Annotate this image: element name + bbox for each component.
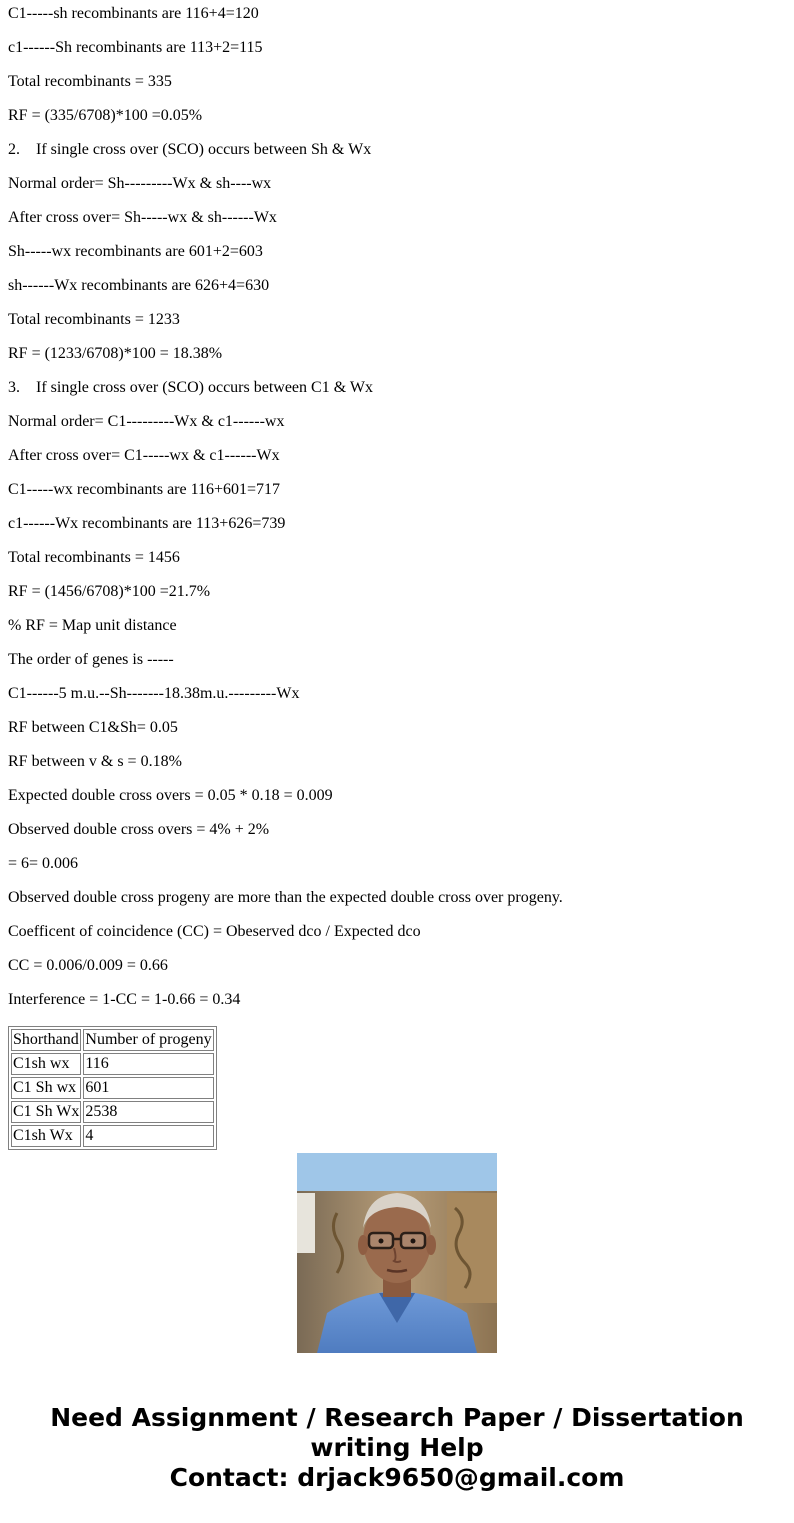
table-header-cell: Number of progeny	[83, 1029, 213, 1051]
text-line: Observed double cross overs = 4% + 2%	[8, 821, 270, 838]
text-line: CC = 0.006/0.009 = 0.66	[8, 957, 168, 974]
document-body	[8, 5, 788, 1025]
text-line: Normal order= Sh---------Wx & sh----wx	[8, 175, 272, 192]
text-line: RF between C1&Sh= 0.05	[8, 719, 178, 736]
promo-line-1: Need Assignment / Research Paper / Dissertation	[50, 1403, 744, 1432]
text-line: RF = (1233/6708)*100 = 18.38%	[8, 345, 223, 362]
table-cell: C1 Sh wx	[11, 1077, 81, 1099]
table-header-row	[11, 1029, 214, 1051]
text-line: Coefficent of coincidence (CC) = Obeserved dco / Expected dco	[8, 923, 421, 940]
text-line: Observed double cross progeny are more than the expected double cross over progeny.	[8, 889, 563, 906]
table-row	[11, 1077, 214, 1099]
text-line: RF between v & s = 0.18%	[8, 753, 182, 770]
table-row	[11, 1125, 214, 1147]
progeny-table-container	[8, 1026, 217, 1144]
text-line: sh------Wx recombinants are 626+4=630	[8, 277, 270, 294]
table-cell: 116	[83, 1053, 213, 1075]
text-line: c1------Sh recombinants are 113+2=115	[8, 39, 263, 56]
text-line: = 6= 0.006	[8, 855, 79, 872]
table-cell: 2538	[83, 1101, 213, 1123]
table-row	[11, 1101, 214, 1123]
text-line: C1-----wx recombinants are 116+601=717	[8, 481, 281, 498]
table-cell: C1 Sh Wx	[11, 1101, 81, 1123]
progeny-table	[8, 1026, 217, 1150]
author-avatar	[297, 1153, 497, 1353]
gene-map-line: C1------5 m.u.--Sh-------18.38m.u.---------Wx	[8, 685, 300, 702]
table-cell: 601	[83, 1077, 213, 1099]
text-line: Sh-----wx recombinants are 601+2=603	[8, 243, 263, 260]
text-line: RF = (1456/6708)*100 =21.7%	[8, 583, 211, 600]
text-line: Interference = 1-CC = 1-0.66 = 0.34	[8, 991, 241, 1008]
text-line: After cross over= C1-----wx & c1------Wx	[8, 447, 280, 464]
text-line: Total recombinants = 335	[8, 73, 172, 90]
text-line: Expected double cross overs = 0.05 * 0.18 = 0.009	[8, 787, 333, 804]
text-line: The order of genes is -----	[8, 651, 174, 668]
text-line: C1-----sh recombinants are 116+4=120	[8, 5, 259, 22]
promo-footer	[0, 1403, 794, 1493]
promo-line-2: writing Help	[310, 1433, 484, 1462]
table-cell: C1sh Wx	[11, 1125, 81, 1147]
text-line: Total recombinants = 1233	[8, 311, 180, 328]
text-line: Total recombinants = 1456	[8, 549, 180, 566]
text-line: After cross over= Sh-----wx & sh------Wx	[8, 209, 277, 226]
table-cell: 4	[83, 1125, 213, 1147]
table-row	[11, 1053, 214, 1075]
text-line: c1------Wx recombinants are 113+626=739	[8, 515, 286, 532]
contact-email: Contact: drjack9650@gmail.com	[169, 1463, 625, 1492]
table-cell: C1sh wx	[11, 1053, 81, 1075]
avatar-portrait	[297, 1153, 497, 1353]
table-header-cell: Shorthand	[11, 1029, 81, 1051]
section-heading: 2. If single cross over (SCO) occurs between Sh & Wx	[8, 141, 372, 158]
text-line: Normal order= C1---------Wx & c1------wx	[8, 413, 285, 430]
text-line: % RF = Map unit distance	[8, 617, 177, 634]
text-line: RF = (335/6708)*100 =0.05%	[8, 107, 203, 124]
section-heading: 3. If single cross over (SCO) occurs between C1 & Wx	[8, 379, 373, 396]
